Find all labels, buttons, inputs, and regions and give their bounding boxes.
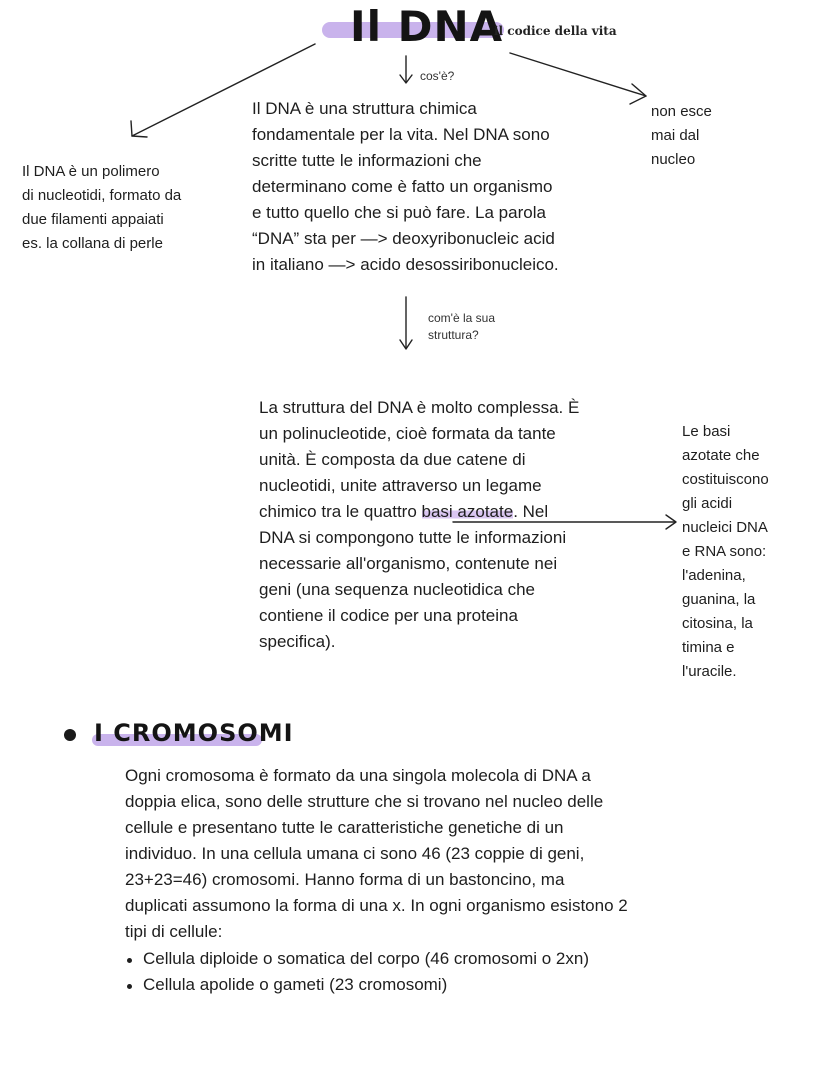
- nucleus-note: [651, 100, 761, 172]
- list-item: Cellula apolide o gameti (23 cromosomi): [126, 972, 746, 998]
- text-line: Il DNA è un polimero: [22, 163, 160, 180]
- text-line: l'adenina,: [682, 567, 746, 584]
- arrow-right: [510, 53, 646, 96]
- label-struttura-line: com'è la sua: [428, 311, 495, 325]
- text-line: scritte tutte le informazioni che: [252, 151, 482, 170]
- text-line: di nucleotidi, formato da: [22, 187, 182, 204]
- text-line: nucleotidi, unite attraverso un legame: [259, 476, 542, 495]
- cell-types-list: [126, 946, 746, 998]
- text-line: costituiscono: [682, 471, 769, 488]
- text-fragment: . Nel: [513, 502, 549, 521]
- text-line: specifica).: [259, 632, 336, 651]
- text-line: es. la collana di perle: [22, 235, 163, 252]
- text-line: geni (una sequenza nucleotidica che: [259, 580, 535, 599]
- dna-structure-text: [259, 395, 639, 655]
- text-line: necessarie all'organismo, contenute nei: [259, 554, 558, 573]
- text-line: timina e: [682, 639, 735, 656]
- cromosomi-paragraph: [125, 763, 735, 945]
- text-line: in italiano —> acido desossiribonucleico.: [252, 255, 559, 274]
- list-item: Cellula diploide o somatica del corpo (46 cromosomi o 2xn): [126, 946, 746, 972]
- text-line: non esce: [651, 103, 712, 120]
- text-line: gli acidi: [682, 495, 733, 512]
- text-line: tipi di cellule:: [125, 922, 223, 941]
- text-line: [259, 499, 639, 525]
- text-line: La struttura del DNA è molto complessa. È: [259, 398, 580, 417]
- page-title: Il DNA: [350, 2, 504, 51]
- text-fragment: chimico tra le quattro: [259, 502, 422, 521]
- text-line: contiene il codice per una proteina: [259, 606, 518, 625]
- section-bullet: [64, 729, 76, 741]
- text-line: nucleici DNA: [682, 519, 768, 536]
- label-cose: cos'è?: [420, 69, 455, 83]
- text-line: unità. È composta da due catene di: [259, 450, 526, 469]
- dna-definition: [252, 96, 632, 278]
- text-line: l'uracile.: [682, 663, 737, 680]
- label-struttura-line: struttura?: [428, 328, 479, 342]
- text-line: Le basi: [682, 423, 731, 440]
- text-line: 23+23=46) cromosomi. Hanno forma di un bastoncino, ma: [125, 870, 565, 889]
- section-heading: I CROMOSOMI: [94, 719, 294, 747]
- page-subtitle: il codice della vita: [494, 24, 617, 38]
- text-line: guanina, la: [682, 591, 756, 608]
- text-line: Ogni cromosoma è formato da una singola molecola di DNA a: [125, 766, 591, 785]
- polymer-note: [22, 160, 227, 256]
- text-line: fondamentale per la vita. Nel DNA sono: [252, 125, 550, 144]
- text-line: individuo. In una cellula umana ci sono 46 (23 coppie di geni,: [125, 844, 585, 863]
- text-line: cellule e presentano tutte le caratteristiche genetiche di un: [125, 818, 564, 837]
- text-line: DNA si compongono tutte le informazioni: [259, 528, 567, 547]
- text-line: e tutto quello che si può fare. La parola: [252, 203, 546, 222]
- text-line: nucleo: [651, 151, 696, 168]
- text-line: mai dal: [651, 127, 700, 144]
- label-struttura: [428, 310, 495, 344]
- text-line: un polinucleotide, cioè formata da tante: [259, 424, 556, 443]
- text-line: determinano come è fatto un organismo: [252, 177, 553, 196]
- text-line: doppia elica, sono delle strutture che si trovano nel nucleo delle: [125, 792, 604, 811]
- basi-azotate-note: [682, 420, 797, 684]
- text-line: citosina, la: [682, 615, 753, 632]
- text-line: duplicati assumono la forma di una x. In ogni organismo esistono 2: [125, 896, 628, 915]
- highlight-basi-azotate: basi azotate: [421, 502, 514, 521]
- text-line: “DNA” sta per —> deoxyribonucleic acid: [252, 229, 555, 248]
- text-line: e RNA sono:: [682, 543, 767, 560]
- text-line: azotate che: [682, 447, 760, 464]
- text-line: Il DNA è una struttura chimica: [252, 99, 477, 118]
- text-line: due filamenti appaiati: [22, 211, 164, 228]
